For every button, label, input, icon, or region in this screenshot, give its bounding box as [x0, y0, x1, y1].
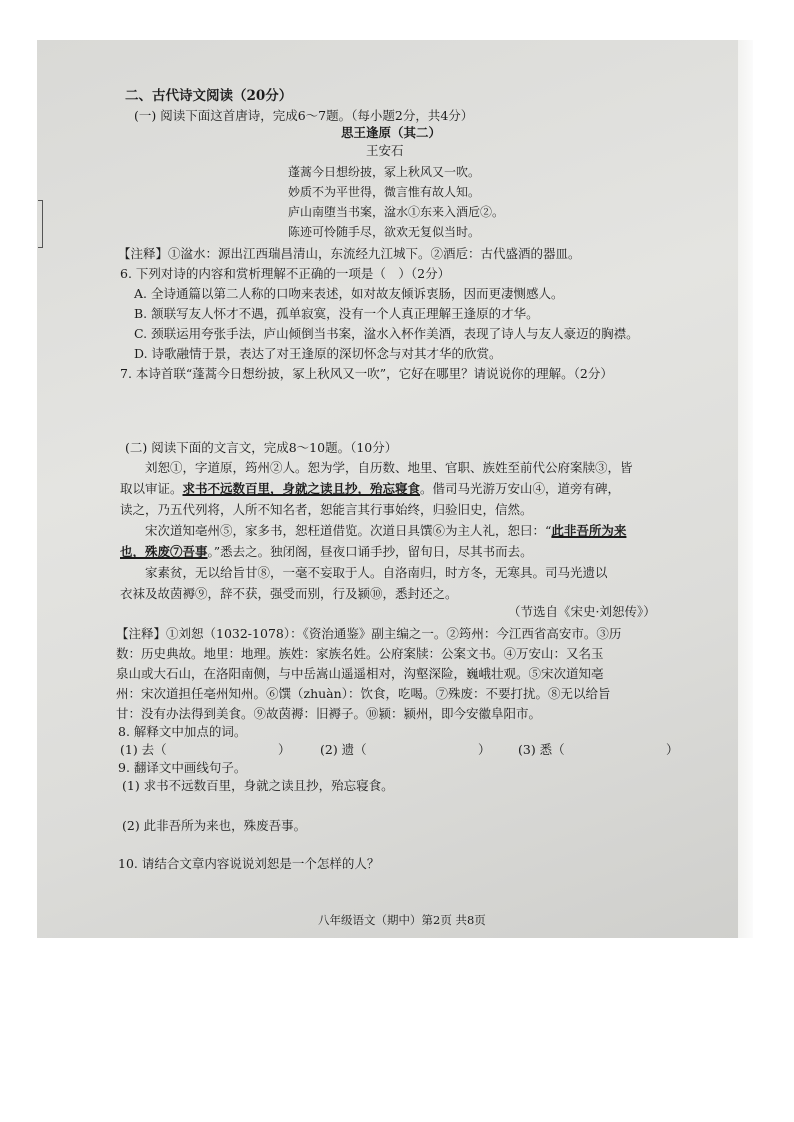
passage-note-line: 州：宋次道担任亳州知州。⑥馔（zhuàn）：饮食，吃喝。⑦殊废：不要打扰。⑧无以给旨 — [116, 686, 611, 701]
q9-item-1: (1) 求书不远数百里，身就之读且抄，殆忘寝食。 — [122, 778, 394, 793]
underlined-sentence: 此非吾所为来 — [551, 523, 627, 538]
q8-blank-1-close: ） — [278, 742, 291, 757]
q6-option-c: C. 颈联运用夸张手法，庐山倾倒当书案，湓水入杯作美酒，表现了诗人与友人豪迈的胸襟。 — [134, 326, 639, 341]
question-7: 7. 本诗首联“蓬蒿今日想纷披，冢上秋风又一吹”，它好在哪里？请说说你的理解。（2分） — [120, 366, 613, 381]
passage-line: 读之，乃五代列将，人所不知名者，恕能言其行事始终，归验旧史，信然。 — [120, 502, 533, 517]
passage-note-line: 【注释】①刘恕（1032-1078）：《资治通鉴》副主编之一。②筠州：今江西省高安市。③历 — [116, 626, 622, 641]
poem-author: 王安石 — [366, 143, 404, 158]
passage-source: （节选自《宋史·刘恕传》） — [508, 604, 656, 619]
passage-line: 也，殊废⑦吾事。”悉去之。独闭阁，昼夜口诵手抄，留旬日，尽其书而去。 — [120, 544, 533, 559]
passage-line: 衣袜及故茵褥⑨，辞不获，强受而别，行及颍⑩，悉封还之。 — [120, 586, 458, 601]
passage-line: 宋次道知亳州⑤，家多书，恕枉道借览。次道日具馔⑥为主人礼，恕曰：“此非吾所为来 — [120, 523, 627, 538]
underlined-sentence: 求书不远数百里，身就之读且抄，殆忘寝食 — [182, 481, 421, 496]
passage-line: 刘恕①，字道原，筠州②人。恕为学，自历数、地里、官职、族姓至前代公府案牍③，皆 — [120, 460, 633, 475]
poem-line: 蓬蒿今日想纷披，冢上秋风又一吹。 — [288, 165, 481, 179]
poem-line: 陈迹可怜随手尽，欲欢无复似当时。 — [288, 225, 481, 239]
q9-item-2: (2) 此非吾所为来也，殊废吾事。 — [122, 818, 307, 833]
passage-note-line: 数：历史典故。地里：地理。族姓：家族名姓。公府案牍：公案文书。④万安山：又名玉 — [116, 646, 604, 661]
poem-line: 庐山南堕当书案，湓水①东来入酒卮②。 — [288, 205, 505, 219]
q8-blank-3-close: ） — [666, 742, 679, 757]
passage-line: 家素贫，无以给旨甘⑧，一毫不妄取于人。自洛南归，时方冬，无寒具。司马光遗以 — [120, 565, 608, 580]
section-title: 二、古代诗文阅读（20分） — [125, 88, 293, 104]
poem-line: 妙质不为平世得，微言惟有故人知。 — [288, 185, 481, 199]
q8-blank-1-open: (1) 去（ — [120, 742, 167, 757]
poem-note: 【注释】①湓水：源出江西瑞昌清山，东流经九江城下。②酒卮：古代盛酒的器皿。 — [118, 246, 581, 261]
page-footer: 八年级语文（期中）第2页 共8页 — [318, 913, 486, 927]
binding-mark — [38, 200, 43, 248]
part2-instruction: (二) 阅读下面的文言文，完成8～10题。（10分） — [125, 440, 398, 455]
underlined-sentence: 也，殊废⑦吾事 — [120, 544, 208, 559]
question-6: 6. 下列对诗的内容和赏析理解不正确的一项是（ ）（2分） — [120, 266, 451, 281]
question-8: 8. 解释文中加点的词。 — [118, 724, 247, 739]
q8-blank-3-open: (3) 悉（ — [518, 742, 565, 757]
passage-line: 取以审证。求书不远数百里，身就之读且抄，殆忘寝食。偕司马光游万安山④，道旁有碑， — [120, 481, 621, 496]
poem-title: 思王逢原（其二） — [341, 125, 442, 140]
q6-option-d: D. 诗歌融情于景，表达了对王逢原的深切怀念与对其才华的欣赏。 — [134, 346, 502, 361]
part1-instruction: (一) 阅读下面这首唐诗，完成6～7题。（每小题2分，共4分） — [134, 108, 474, 123]
q6-option-b: B. 颔联写友人怀才不遇，孤单寂寞，没有一个人真正理解王逢原的才华。 — [134, 306, 539, 321]
passage-note-line: 甘：没有办法得到美食。⑨故茵褥：旧褥子。⑩颍：颍州，即今安徽阜阳市。 — [116, 706, 542, 721]
q8-blank-2-close: ） — [478, 742, 491, 757]
q6-option-a: A. 全诗通篇以第二人称的口吻来表述，如对故友倾诉衷肠，因而更凄恻感人。 — [134, 286, 564, 301]
page-edge — [738, 40, 753, 938]
q8-blank-2-open: (2) 遗（ — [320, 742, 367, 757]
question-9: 9. 翻译文中画线句子。 — [118, 760, 247, 775]
question-10: 10. 请结合文章内容说说刘恕是一个怎样的人？ — [118, 856, 380, 871]
passage-note-line: 泉山或大石山，在洛阳南侧，与中岳嵩山遥遥相对，沟壑深险，巍峨壮观。⑤宋次道知亳 — [116, 666, 604, 681]
